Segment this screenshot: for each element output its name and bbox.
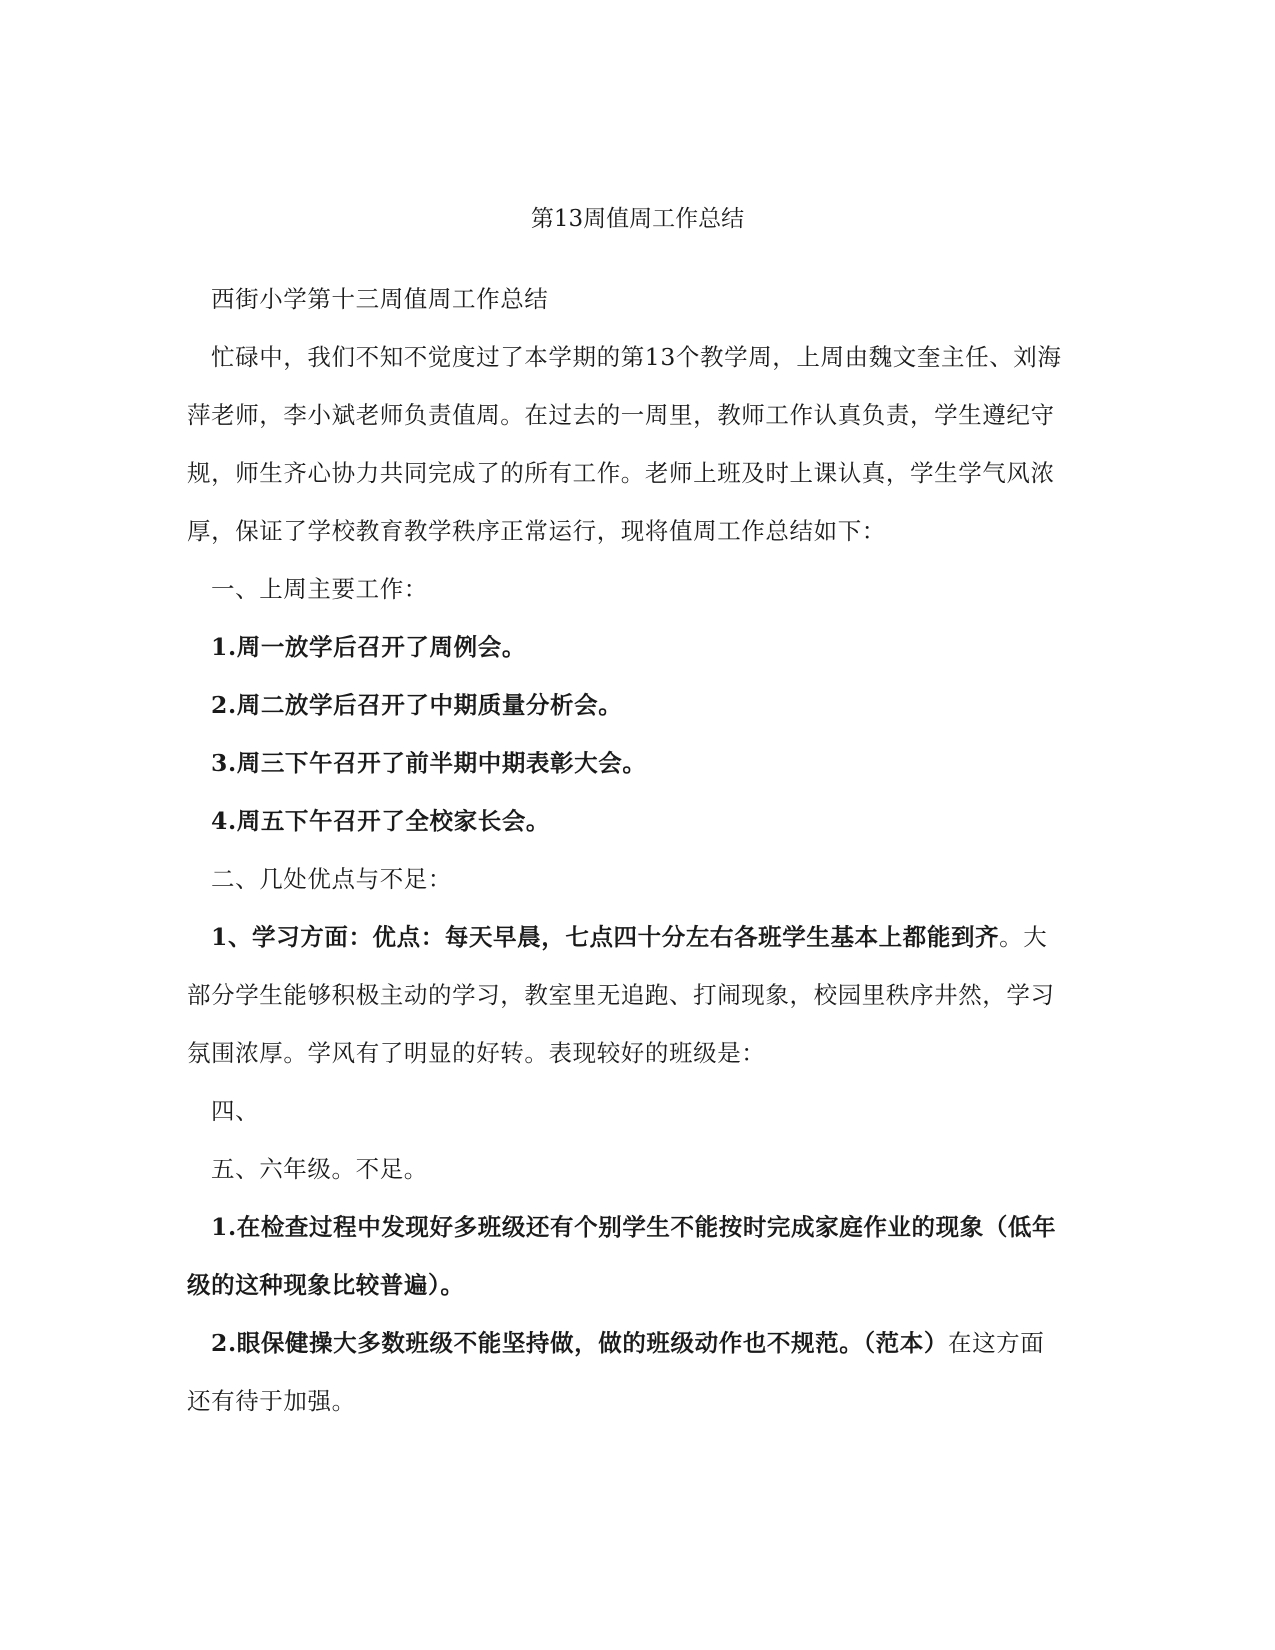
document-title: 第13周值周工作总结 [530,206,745,232]
line-five: 五、六年级。不足。 [211,1155,428,1183]
shortcoming2-bold-text: 2.眼保健操大多数班级不能坚持做，做的班级动作也不规范。（范本） [211,1329,948,1357]
study-rest-text: 。大部分学生能够积极主动的学习，教室里无追跑、打闹现象，校园里秩序井然，学习氛围浓厚。学风有了明显的好转。表现较好的班级是： [187,923,1055,1067]
line-four: 四、 [211,1097,260,1125]
intro-paragraph: 忙碌中，我们不知不觉度过了本学期的第13个教学周，上周由魏文奎主任、刘海萍老师，李小斌老师负责值周。在过去的一周里，教师工作认真负责，学生遵纪守规，师生齐心协力共同完成了的所有工作。老师上班及时上课认真，学生学气风浓厚，保证了学校教育教学秩序正常运行，现将值周工作总结如下： [187,343,1062,545]
work-item: 2.周二放学后召开了中期质量分析会。 [211,691,623,719]
section-heading-strengths: 二、几处优点与不足： [211,865,452,893]
shortcoming-item: 1.在检查过程中发现好多班级还有个别学生不能按时完成家庭作业的现象（低年级的这种现象比较普遍）。 [187,1213,1057,1299]
section-heading-main-work: 一、上周主要工作： [211,575,428,603]
study-paragraph [187,908,1067,1082]
work-item: 4.周五下午召开了全校家长会。 [211,807,551,835]
document-body [187,270,1067,1430]
study-bold-text: 1、学习方面：优点：每天早晨，七点四十分左右各班学生基本上都能到齐 [211,923,1000,951]
work-item: 3.周三下午召开了前半期中期表彰大会。 [211,749,647,777]
shortcoming2-rest-text: 在这方面还有待于加强。 [187,1329,1045,1415]
work-item: 1.周一放学后召开了周例会。 [211,633,526,661]
shortcoming-item [187,1314,1067,1430]
subtitle: 西街小学第十三周值周工作总结 [211,285,549,313]
